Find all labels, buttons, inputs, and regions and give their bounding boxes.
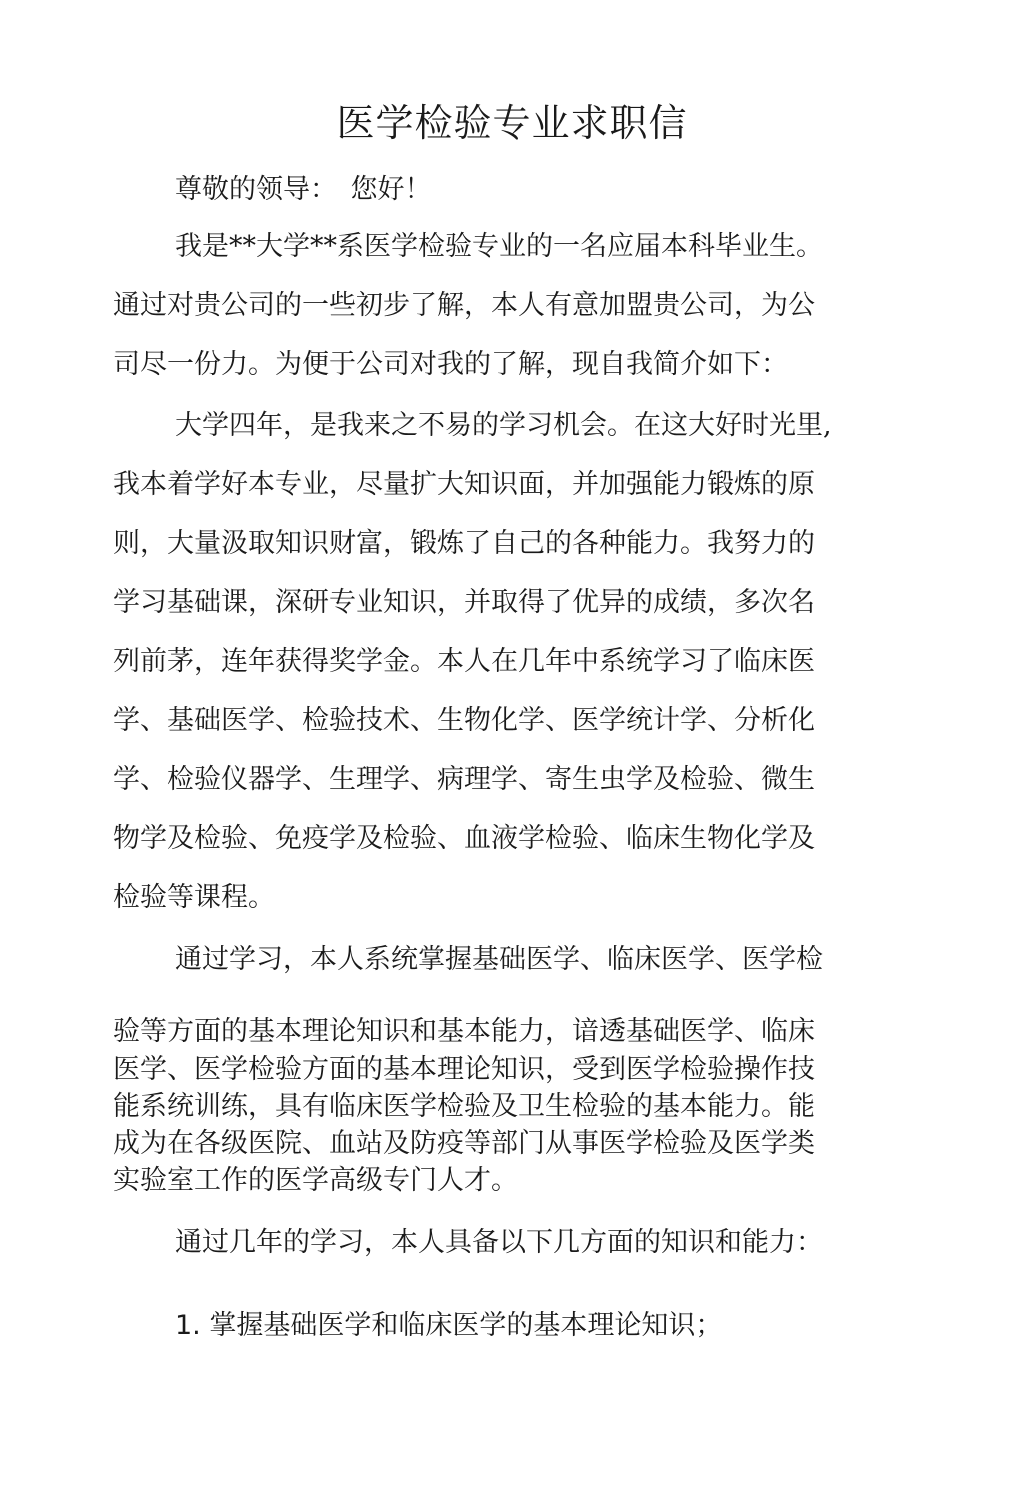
study-line-5: 成为在各级医院、血站及防疫等部门从事医学检验及医学类 [113, 1128, 815, 1159]
intro-line-1: 我是**大学**系医学检验专业的一名应届本科毕业生。 [175, 231, 823, 262]
study-line-3: 医学、医学检验方面的基本理论知识，受到医学检验操作技 [113, 1054, 815, 1085]
intro-line-2: 通过对贵公司的一些初步了解，本人有意加盟贵公司，为公 [113, 290, 815, 321]
intro-line-3: 司尽一份力。为便于公司对我的了解，现自我简介如下： [113, 349, 788, 380]
body-line-4: 学习基础课，深研专业知识，并取得了优异的成绩，多次名 [113, 587, 815, 618]
body-line-3: 则，大量汲取知识财富，锻炼了自己的各种能力。我努力的 [113, 528, 815, 559]
body-line-2: 我本着学好本专业，尽量扩大知识面，并加强能力锻炼的原 [113, 469, 815, 500]
body-line-9: 检验等课程。 [113, 882, 275, 913]
body-line-8: 物学及检验、免疫学及检验、血液学检验、临床生物化学及 [113, 823, 815, 854]
study-line-6: 实验室工作的医学高级专门人才。 [113, 1165, 518, 1196]
page-title: 医学检验专业求职信 [336, 101, 688, 145]
abilities-intro: 通过几年的学习，本人具备以下几方面的知识和能力： [175, 1227, 823, 1258]
body-line-1: 大学四年，是我来之不易的学习机会。在这大好时光里, [175, 410, 832, 441]
greeting-line: 尊敬的领导： 您好！ [175, 174, 432, 205]
list-item-1: 1. 掌握基础医学和临床医学的基本理论知识； [175, 1310, 723, 1341]
body-line-6: 学、基础医学、检验技术、生物化学、医学统计学、分析化 [113, 705, 815, 736]
body-line-7: 学、检验仪器学、生理学、病理学、寄生虫学及检验、微生 [113, 764, 815, 795]
study-line-4: 能系统训练，具有临床医学检验及卫生检验的基本能力。能 [113, 1091, 815, 1122]
body-line-5: 列前茅，连年获得奖学金。本人在几年中系统学习了临床医 [113, 646, 815, 677]
study-line-1: 通过学习，本人系统掌握基础医学、临床医学、医学检 [175, 944, 823, 975]
study-line-2: 验等方面的基本理论知识和基本能力，谙透基础医学、临床 [113, 1016, 815, 1047]
